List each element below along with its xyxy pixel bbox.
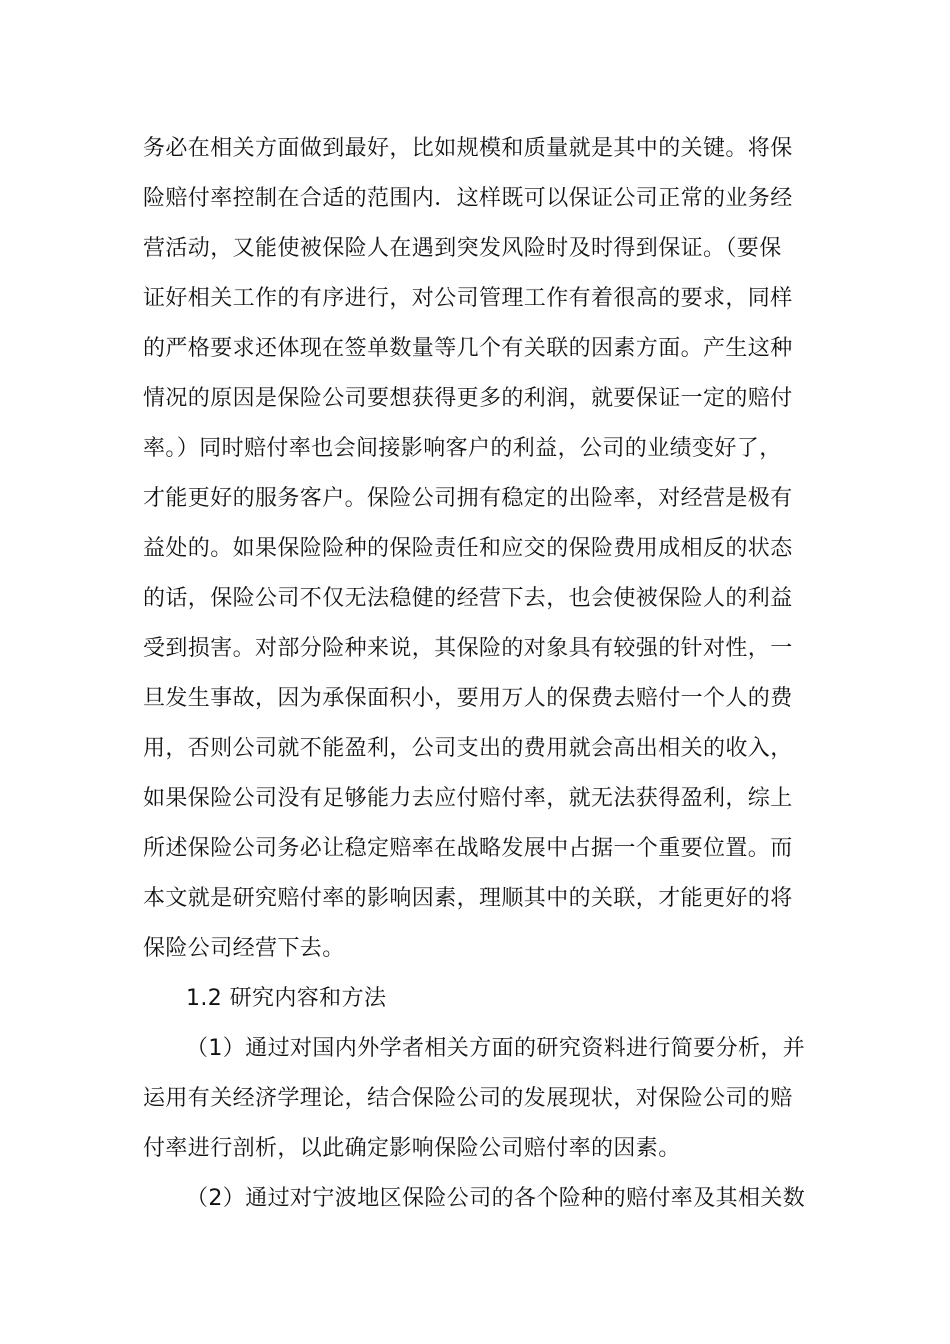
- paragraph-line: 如果保险公司没有足够能力去应付赔付率，就无法获得盈利，综上: [143, 786, 793, 811]
- list-item-line: （1）通过对国内外学者相关方面的研究资料进行简要分析，并: [186, 1036, 806, 1061]
- paragraph-line: 旦发生事故，因为承保面积小，要用万人的保费去赔付一个人的费: [143, 686, 793, 711]
- paragraph-line: 率。）同时赔付率也会间接影响客户的利益，公司的业绩变好了，: [143, 436, 782, 461]
- paragraph-line: 本文就是研究赔付率的影响因素，理顺其中的关联，才能更好的将: [143, 886, 793, 911]
- paragraph-line: 情况的原因是保险公司要想获得更多的利润，就要保证一定的赔付: [143, 386, 793, 411]
- paragraph-line: 的严格要求还体现在签单数量等几个有关联的因素方面。产生这种: [143, 336, 793, 361]
- paragraph-line: 保险公司经营下去。: [143, 936, 345, 961]
- paragraph-line: 务必在相关方面做到最好，比如规模和质量就是其中的关键。将保: [143, 136, 793, 161]
- paragraph-line: 的话，保险公司不仅无法稳健的经营下去，也会使被保险人的利益: [143, 586, 793, 611]
- paragraph-line: 才能更好的服务客户。保险公司拥有稳定的出险率，对经营是极有: [143, 486, 793, 511]
- paragraph-line: 营活动，又能使被保险人在遇到突发风险时及时得到保证。（要保: [143, 236, 782, 261]
- paragraph-line: 受到损害。对部分险种来说，其保险的对象具有较强的针对性，一: [143, 636, 793, 661]
- paragraph-line: 所述保险公司务必让稳定赔率在战略发展中占据一个重要位置。而: [143, 836, 793, 861]
- list-item-line: 付率进行剖析，以此确定影响保险公司赔付率的因素。: [143, 1136, 681, 1161]
- list-item-line: （2）通过对宁波地区保险公司的各个险种的赔付率及其相关数: [186, 1186, 806, 1211]
- paragraph-line: 益处的。如果保险险种的保险责任和应交的保险费用成相反的状态: [143, 536, 793, 561]
- section-heading: 1.2 研究内容和方法: [186, 986, 387, 1011]
- list-item-line: 运用有关经济学理论，结合保险公司的发展现状，对保险公司的赔: [143, 1086, 793, 1111]
- paragraph-line: 险赔付率控制在合适的范围内．这样既可以保证公司正常的业务经: [143, 186, 793, 211]
- paragraph-line: 用，否则公司就不能盈利，公司支出的费用就会高出相关的收入，: [143, 736, 793, 761]
- paragraph-line: 证好相关工作的有序进行，对公司管理工作有着很高的要求，同样: [143, 286, 793, 311]
